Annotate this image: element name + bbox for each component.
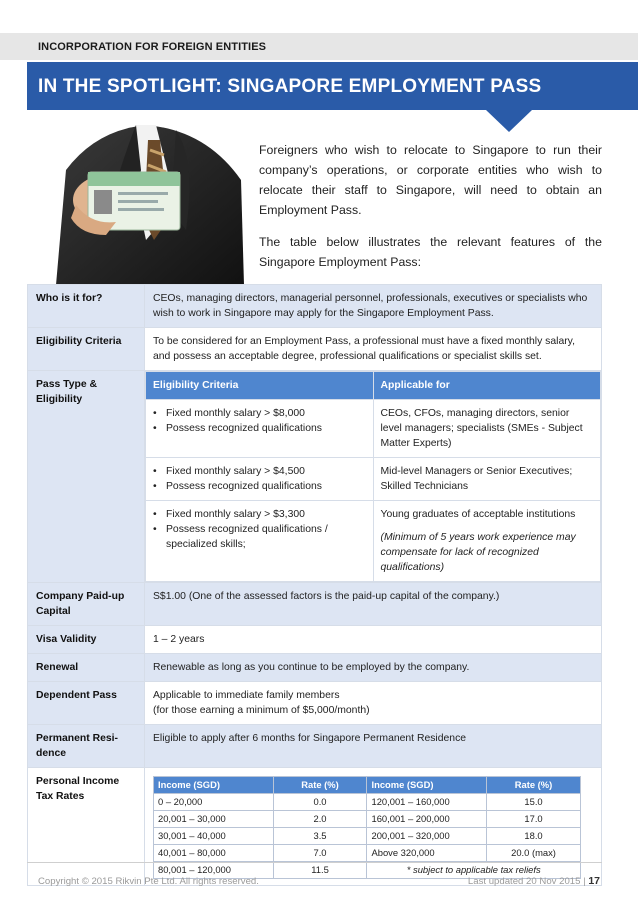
table-row (154, 811, 581, 828)
list-item: • Fixed monthly salary > $4,500 (153, 464, 366, 479)
table-row (146, 458, 601, 501)
table-cell: 30,001 – 40,000 (154, 828, 274, 845)
intro-paragraph: Foreigners who wish to relocate to Singapore to run their company’s operations, or corporate entities who wish to relocate their staff to Singapore, will need to obtain an Employment Pass. (259, 143, 602, 217)
row-value: To be considered for an Employment Pass, a professional must have a fixed monthly salary, and possess an acceptable degree, professional qualifications or specialist skills set. (145, 328, 602, 371)
table-cell: 40,001 – 80,000 (154, 845, 274, 862)
table-row (146, 372, 601, 400)
table-cell: 0 – 20,000 (154, 794, 274, 811)
column-header: Income (SGD) (367, 777, 487, 794)
column-header: Applicable for (373, 372, 601, 400)
row-value (145, 682, 602, 725)
table-row (154, 828, 581, 845)
employment-pass-table (27, 284, 602, 886)
row-label: Permanent Resi-dence (28, 725, 145, 768)
table-cell: 200,001 – 320,000 (367, 828, 487, 845)
section-title: INCORPORATION FOR FOREIGN ENTITIES (38, 41, 267, 53)
table-row (154, 794, 581, 811)
table-cell: 7.0 (273, 845, 367, 862)
table-row (28, 654, 602, 682)
table-row (28, 328, 602, 371)
table-cell: 20,001 – 30,000 (154, 811, 274, 828)
page-number: 17 (588, 875, 600, 887)
table-row (146, 400, 601, 458)
table-cell: Above 320,000 (367, 845, 487, 862)
table-cell: 18.0 (487, 828, 581, 845)
table-row (154, 777, 581, 794)
applicable-cell: CEOs, CFOs, managing directors, senior level managers; specialists (SMEs - Subject Matter Experts) (373, 400, 601, 458)
column-header: Eligibility Criteria (146, 372, 374, 400)
column-header: Rate (%) (273, 777, 367, 794)
table-row (28, 626, 602, 654)
list-item: • Possess recognized qualifications (153, 479, 366, 494)
table-row (28, 371, 602, 583)
tax-footnote: * subject to applicable tax reliefs (367, 862, 581, 879)
intro-text (259, 140, 602, 284)
row-label: Company Paid-up Capital (28, 583, 145, 626)
last-updated: Last updated 20 Nov 2015 (467, 876, 581, 887)
table-row (28, 682, 602, 725)
row-value: S$1.00 (One of the assessed factors is the paid-up capital of the company.) (145, 583, 602, 626)
list-item: • Possess recognized qualifications / specialized skills; (153, 522, 366, 552)
tax-cell (145, 768, 602, 886)
table-cell: 17.0 (487, 811, 581, 828)
tax-rate-table (153, 776, 581, 879)
list-item: • Fixed monthly salary > $3,300 (153, 507, 366, 522)
table-row (28, 285, 602, 328)
pass-type-cell (145, 371, 602, 583)
column-header: Income (SGD) (154, 777, 274, 794)
table-row (146, 501, 601, 582)
row-value: Eligible to apply after 6 months for Singapore Permanent Residence (145, 725, 602, 768)
row-value: CEOs, managing directors, managerial personnel, professionals, executives or specialists who wish to work in Singapore may apply for the Singapore Employment Pass. (145, 285, 602, 328)
table-cell: 15.0 (487, 794, 581, 811)
applicable-text: Young graduates of acceptable institutions (380, 509, 576, 520)
footer-meta (468, 875, 600, 887)
section-band (0, 33, 638, 60)
businessman-photo (36, 110, 244, 285)
row-label: Who is it for? (28, 285, 145, 328)
dependent-line: (for those earning a minimum of $5,000/month) (153, 705, 370, 716)
row-label: Eligibility Criteria (28, 328, 145, 371)
title-banner (27, 62, 638, 110)
table-cell: 3.5 (273, 828, 367, 845)
dependent-line: Applicable to immediate family members (153, 690, 340, 701)
banner-notch (486, 110, 532, 132)
table-row (154, 845, 581, 862)
copyright-text: Copyright © 2015 Rikvin Pte Ltd. All rights reserved. (38, 876, 259, 887)
page-title: IN THE SPOTLIGHT: SINGAPORE EMPLOYMENT PASS (38, 76, 542, 97)
row-label: Personal Income Tax Rates (28, 768, 145, 886)
footer-divider (27, 862, 602, 863)
applicable-cell (373, 501, 601, 582)
row-value: 1 – 2 years (145, 626, 602, 654)
table-row (28, 725, 602, 768)
table-cell: 2.0 (273, 811, 367, 828)
row-label: Visa Validity (28, 626, 145, 654)
row-label: Renewal (28, 654, 145, 682)
criteria-cell (146, 458, 374, 501)
table-cell: 120,001 – 160,000 (367, 794, 487, 811)
criteria-cell (146, 400, 374, 458)
table-row (28, 583, 602, 626)
table-cell: 11.5 (273, 862, 367, 879)
intro-paragraph: The table below illustrates the relevant features of the Singapore Employment Pass: (259, 235, 602, 269)
column-header: Rate (%) (487, 777, 581, 794)
applicable-cell: Mid-level Managers or Senior Executives; Skilled Technicians (373, 458, 601, 501)
row-label: Pass Type & Eligibility (28, 371, 145, 583)
list-item: • Possess recognized qualifications (153, 421, 366, 436)
criteria-cell (146, 501, 374, 582)
table-cell: 0.0 (273, 794, 367, 811)
table-cell: 80,001 – 120,000 (154, 862, 274, 879)
row-label: Dependent Pass (28, 682, 145, 725)
table-cell: 20.0 (max) (487, 845, 581, 862)
pass-type-table (145, 371, 601, 582)
table-cell: 160,001 – 200,000 (367, 811, 487, 828)
applicable-note: (Minimum of 5 years work experience may compensate for lack of recognized qualifications) (380, 532, 576, 573)
table-row (28, 768, 602, 886)
row-value: Renewable as long as you continue to be employed by the company. (145, 654, 602, 682)
footer-separator: | (583, 876, 586, 887)
list-item: • Fixed monthly salary > $8,000 (153, 406, 366, 421)
